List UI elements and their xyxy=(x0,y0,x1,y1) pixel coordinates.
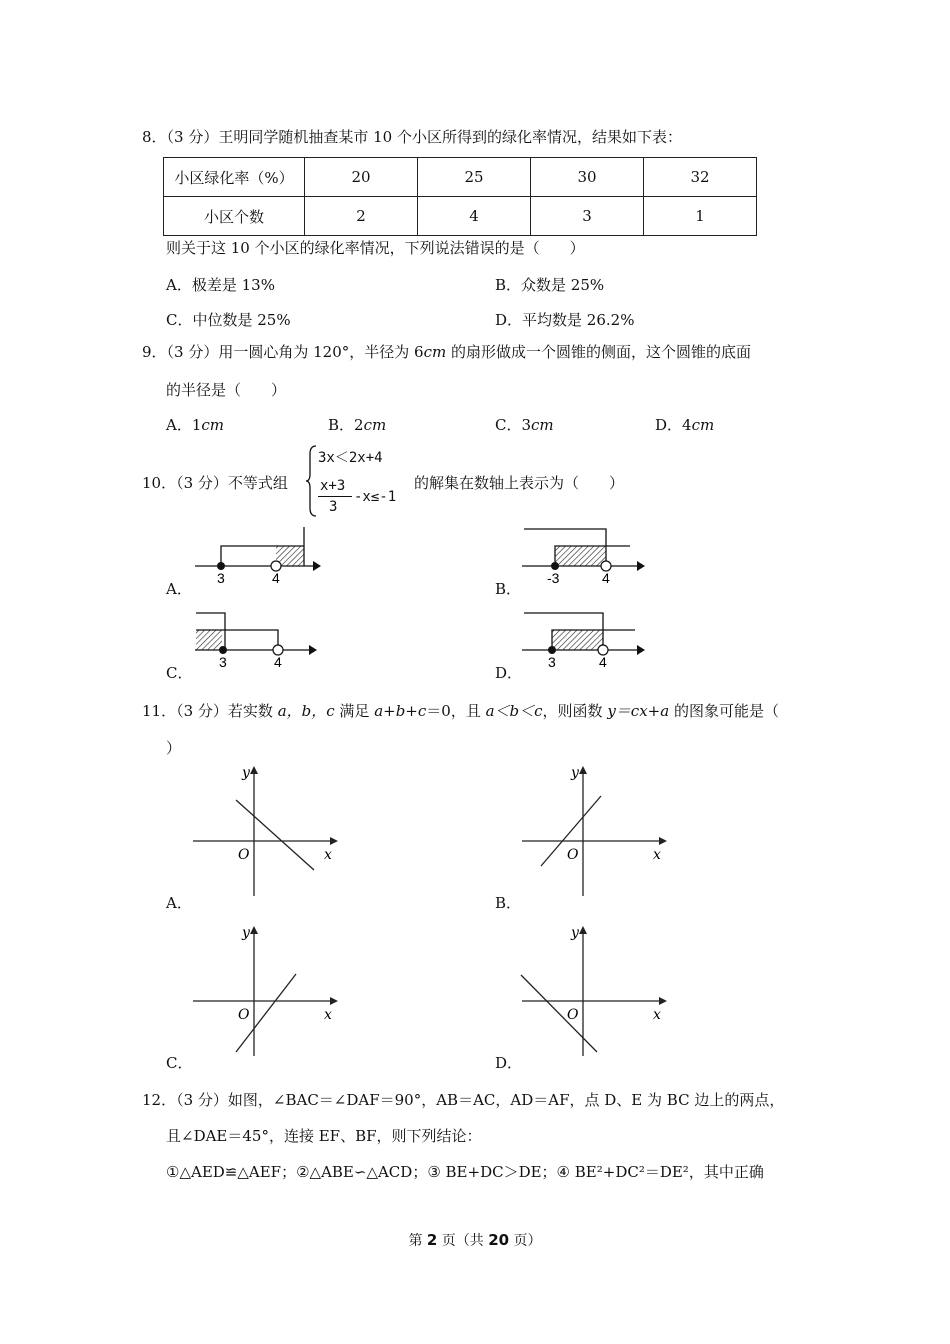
q10-inequality-2-den: 3 xyxy=(329,499,338,515)
x-axis-label: x xyxy=(324,1007,332,1023)
page-footer: 第 2 页（共 20 页） xyxy=(408,1231,542,1249)
q10-system-brace xyxy=(306,444,318,519)
page-number: 2 xyxy=(426,1231,438,1249)
q10-option-d-numberline xyxy=(522,611,652,671)
q10-option-c-label: C． xyxy=(166,664,193,682)
table-row xyxy=(164,197,757,236)
table-cell: 25 xyxy=(418,158,531,197)
q9-option-b: B．2cm xyxy=(328,416,387,434)
table-cell: 4 xyxy=(418,197,531,236)
q10-option-b-label: B． xyxy=(495,580,522,598)
q11-option-c-graph xyxy=(190,922,340,1062)
q10-option-a-numberline xyxy=(195,527,325,587)
q10-inequality-2-num: x+3 xyxy=(320,478,346,494)
q10-inequality-2-rest: -x≤-1 xyxy=(354,489,397,505)
q8-option-c: C．中位数是 25% xyxy=(166,311,291,329)
origin-label: O xyxy=(567,847,579,863)
q8-option-b: B．众数是 25% xyxy=(495,276,605,294)
x-axis-label: x xyxy=(653,847,661,863)
tick-label: 3 xyxy=(217,570,225,586)
origin-label: O xyxy=(567,1007,579,1023)
q9-option-d: D．4cm xyxy=(655,416,715,434)
table-cell: 32 xyxy=(644,158,757,197)
q8-question: 则关于这 10 个小区的绿化率情况，下列说法错误的是（ ） xyxy=(166,239,585,257)
q10-inequality-1: 3x＜2x+4 xyxy=(318,450,383,466)
q8-option-a: A．极差是 13% xyxy=(166,276,275,294)
tick-label: 3 xyxy=(219,654,227,670)
table-cell: 3 xyxy=(531,197,644,236)
table-cell: 30 xyxy=(531,158,644,197)
tick-label: 4 xyxy=(602,570,610,586)
q11-option-c-label: C． xyxy=(166,1054,193,1072)
table-row xyxy=(164,158,757,197)
q11-option-b-graph xyxy=(519,762,669,902)
q10-option-c-numberline xyxy=(195,611,325,671)
q9-stem-line2: 的半径是（ ） xyxy=(166,381,287,399)
q10-fraction-bar xyxy=(318,496,352,497)
y-axis-label: y xyxy=(571,765,579,781)
tick-label: 4 xyxy=(599,654,607,670)
tick-label: 4 xyxy=(272,570,280,586)
tick-label: 3 xyxy=(548,654,556,670)
origin-label: O xyxy=(238,847,250,863)
q12-stem-line1: 12．（3 分）如图，∠BAC＝∠DAF＝90°，AB＝AC，AD＝AF，点 D、E 为 BC 边上的两点， xyxy=(142,1091,785,1109)
table-cell: 20 xyxy=(305,158,418,197)
x-axis-label: x xyxy=(653,1007,661,1023)
q12-stem-line3: ①△AED≌△AEF；②△ABE∽△ACD；③ BE+DC＞DE；④ BE²+DC²＝DE²，其中正确 xyxy=(166,1163,764,1181)
y-axis-label: y xyxy=(242,765,250,781)
q11-option-d-graph xyxy=(519,922,669,1062)
table-cell: 1 xyxy=(644,197,757,236)
q8-stem: 8．（3 分）王明同学随机抽查某市 10 个小区所得到的绿化率情况，结果如下表： xyxy=(142,128,682,146)
table-cell: 小区个数 xyxy=(164,197,305,236)
q11-option-d-label: D． xyxy=(495,1054,523,1072)
q10-option-a-label: A． xyxy=(166,580,192,598)
x-axis-label: x xyxy=(324,847,332,863)
origin-label: O xyxy=(238,1007,250,1023)
q10-option-d-label: D． xyxy=(495,664,523,682)
q10-stem-suffix: 的解集在数轴上表示为（ ） xyxy=(414,474,625,492)
q10-option-b-numberline xyxy=(522,527,652,587)
q8-table xyxy=(163,157,757,236)
q11-stem: 11．（3 分）若实数 a，b，c 满足 a+b+c＝0，且 a＜b＜c，则函数 y＝cx+a 的图象可能是（ xyxy=(142,702,779,720)
tick-label: -3 xyxy=(547,570,560,586)
q11-stem-line2: ） xyxy=(166,739,182,757)
q9-stem: 9．（3 分）用一圆心角为 120°，半径为 6cm 的扇形做成一个圆锥的侧面，这个圆锥的底面 xyxy=(142,343,751,361)
q11-option-a-label: A． xyxy=(166,894,192,912)
q8-option-d: D．平均数是 26.2% xyxy=(495,311,635,329)
y-axis-label: y xyxy=(242,925,250,941)
q11-option-b-label: B． xyxy=(495,894,522,912)
q9-option-a: A．1cm xyxy=(166,416,225,434)
table-cell: 小区绿化率（%） xyxy=(164,158,305,197)
tick-label: 4 xyxy=(274,654,282,670)
table-cell: 2 xyxy=(305,197,418,236)
q10-stem-prefix: 10．（3 分）不等式组 xyxy=(142,474,288,492)
q9-option-c: C．3cm xyxy=(495,416,554,434)
y-axis-label: y xyxy=(571,925,579,941)
page-total: 20 xyxy=(488,1231,510,1249)
q12-stem-line2: 且∠DAE＝45°，连接 EF、BF，则下列结论： xyxy=(166,1127,482,1145)
q11-option-a-graph xyxy=(190,762,340,902)
